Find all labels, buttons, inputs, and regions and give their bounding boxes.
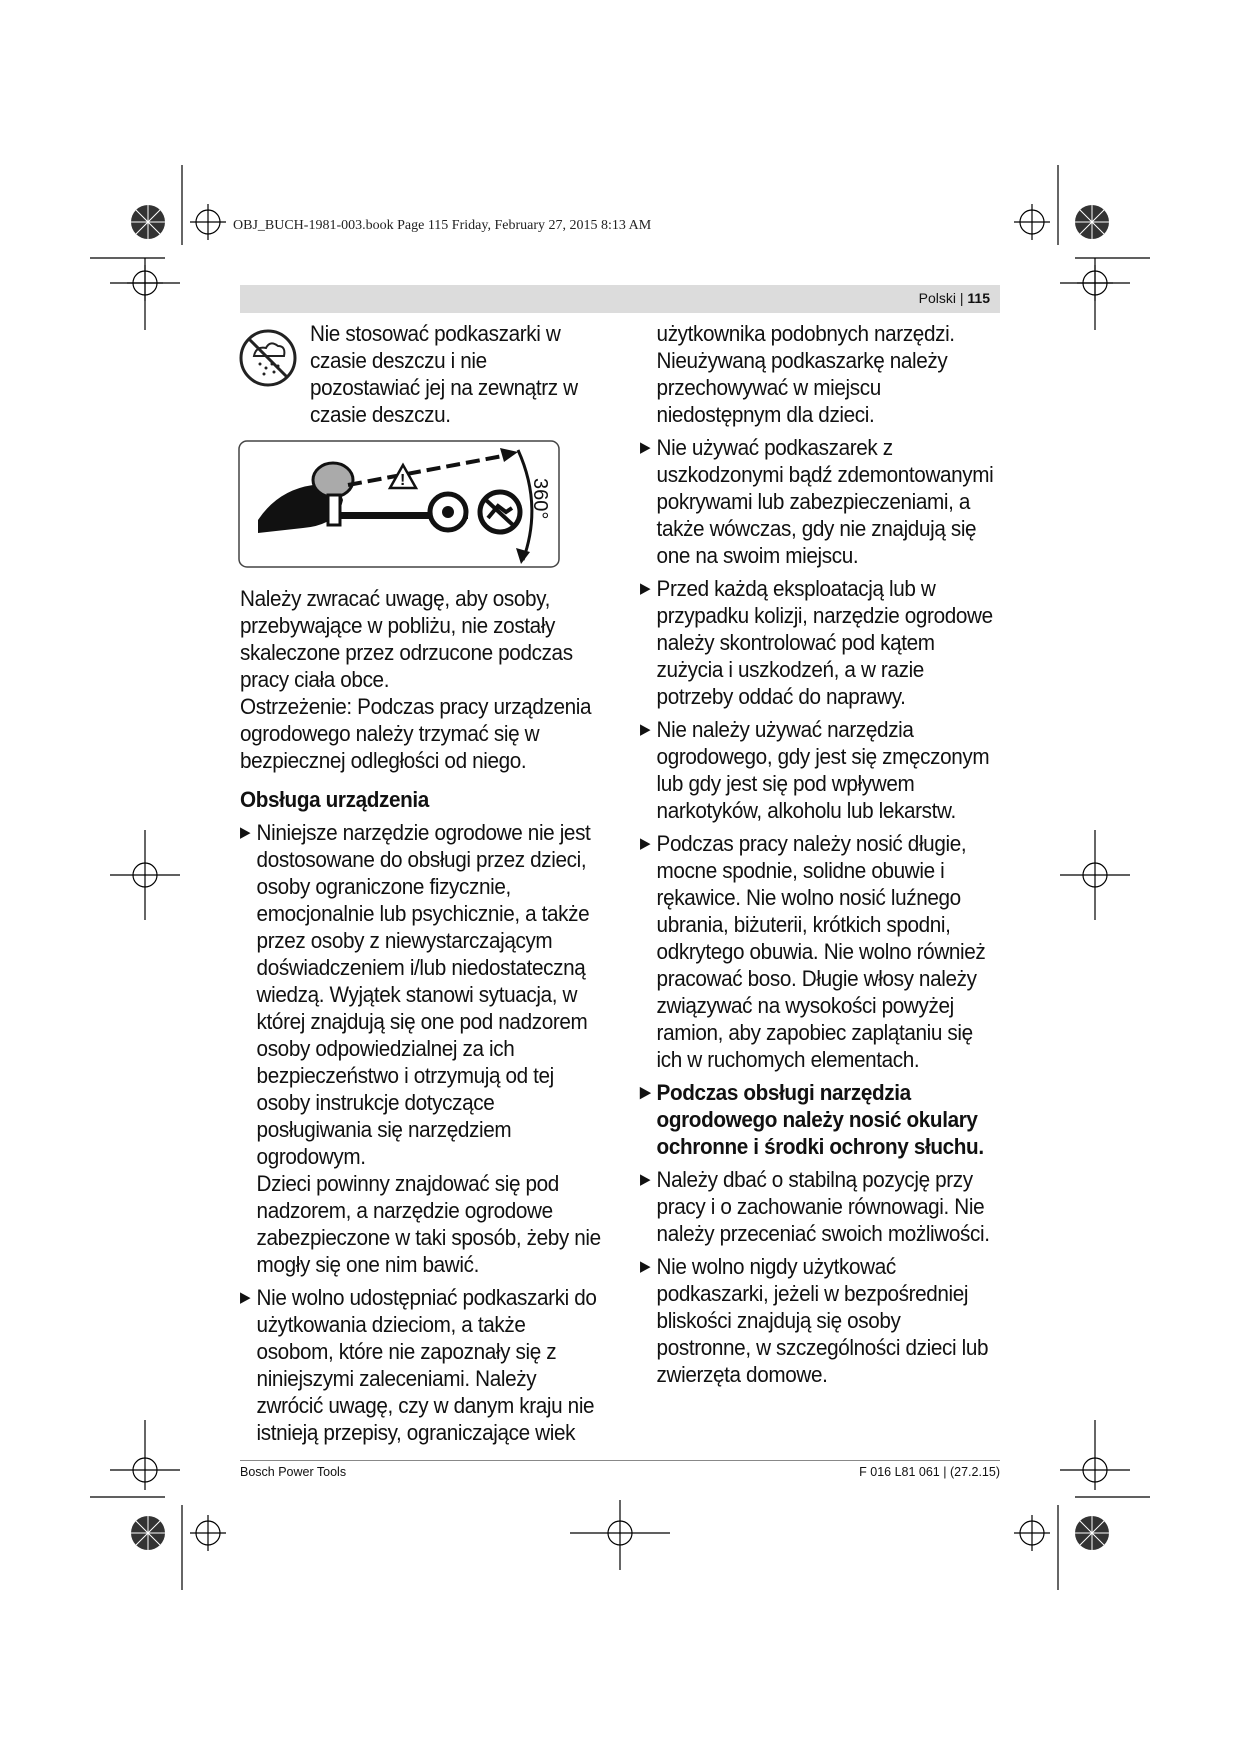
safety-distance-figure	[238, 440, 560, 568]
bullet-triangle-icon: ▶	[640, 439, 651, 456]
item-text: Podczas pracy należy nosić długie, mocne spodnie, solidne obuwie i rękawice. Nie wolno nosić luźnego ubrania, biżuterii, krótkich spodni, odkrytego obuwia. Nie wolno również pracować boso. Długie włosy należy związywać na wysokości powyżej ramion, aby zapobiec zaplątaniu się ich w ruchomych elementach.	[656, 831, 986, 1072]
list-item	[640, 716, 999, 824]
bullet-triangle-icon: ▶	[640, 580, 651, 597]
page-number: 115	[967, 290, 990, 306]
item-text: Przed każdą eksploatacją lub w przypadku kolizji, narzędzie ogrodowe należy skontrolować pod kątem zużycia i uszkodzeń, a w razie potrzeby oddać do naprawy.	[656, 576, 993, 709]
item-text: Nie wolno nigdy użytkować podkaszarki, jeżeli w bezpośredniej bliskości znajdują się osoby postronne, w szczególności dzieci lub zwierzęta domowe.	[656, 1254, 989, 1387]
list-item-bold	[640, 1079, 999, 1160]
svg-text:!: !	[400, 472, 406, 489]
header-language: Polski	[918, 290, 956, 306]
left-column	[240, 585, 603, 1446]
list-item	[640, 575, 999, 710]
list-item	[640, 1253, 999, 1388]
header-bar	[240, 285, 1000, 313]
list-item	[240, 819, 603, 1278]
rain-warning-block	[310, 320, 586, 428]
item-text: Nie wolno udostępniać podkaszarki do użytkowania dzieciom, a także osobom, które nie zapoznały się z niniejszymi zaleceniami. Należy zwrócić uwagę, czy w danym kraju nie istnieją przepisy, ograniczające wiek	[256, 1285, 597, 1445]
footer-left: Bosch Power Tools	[240, 1465, 347, 1479]
bullet-triangle-icon: ▶	[640, 721, 651, 738]
bullet-triangle-icon: ▶	[640, 1258, 651, 1275]
para-bystanders: Należy zwracać uwagę, aby osoby, przebywające w pobliżu, nie zostały skaleczone przez odrzucone podczas pracy ciała obce.	[240, 586, 573, 692]
item-text-continued: Dzieci powinny znajdować się pod nadzorem, a narzędzie ogrodowe zabezpieczone w taki sposób, żeby nie mogły się one nim bawić.	[256, 1171, 601, 1277]
bullet-triangle-icon: ▶	[240, 1289, 251, 1306]
no-rain-icon	[238, 328, 298, 388]
right-column	[640, 320, 999, 1388]
item-text: Należy dbać o stabilną pozycję przy pracy i o zachowanie równowagi. Nie należy przeceniać swoich możliwości.	[656, 1167, 990, 1246]
bullet-triangle-icon: ▶	[640, 1084, 651, 1101]
list-item	[640, 830, 999, 1073]
footer-rule	[240, 1460, 1000, 1461]
page-header: Polski | 115	[918, 290, 990, 306]
bullet-triangle-icon: ▶	[640, 835, 651, 852]
bullet-triangle-icon: ▶	[640, 1171, 651, 1188]
list-item	[640, 1166, 999, 1247]
item-text: Nie używać podkaszarek z uszkodzonymi bądź zdemontowanymi pokrywami lub zabezpieczeniami, a także wówczas, gdy nie znajdują się one na swoim miejscu.	[656, 435, 994, 568]
item-text: Niniejsze narzędzie ogrodowe nie jest dostosowane do obsługi przez dzieci, osoby ograniczone fizycznie, emocjonalnie lub psychicznie, a także przez osoby z niewystarczającym doświadczeniem i/lub niedostateczną wiedzą. Wyjątek stanowi sytuacja, w której znajdują się one pod nadzorem osoby odpowiedzialnej za ich bezpieczeństwo i otrzymują od tej osoby instrukcje dotyczące posługiwania się narzędziem ogrodowym.	[256, 820, 591, 1169]
section-heading: Obsługa urządzenia	[240, 787, 429, 812]
para-warning-distance: Ostrzeżenie: Podczas pracy urządzenia ogrodowego należy trzymać się w bezpiecznej odległości od niego.	[240, 694, 592, 773]
footer-right: F 016 L81 061 | (27.2.15)	[859, 1465, 1000, 1479]
rain-warning-text: Nie stosować podkaszarki w czasie deszczu i nie pozostawiać jej na zewnątrz w czasie deszczu.	[310, 321, 578, 427]
list-item	[640, 434, 999, 569]
continued-text: użytkownika podobnych narzędzi. Nieużywaną podkaszarkę należy przechowywać w miejscu niedostępnym dla dzieci.	[656, 321, 955, 427]
bullet-triangle-icon: ▶	[240, 824, 251, 841]
book-info: OBJ_BUCH-1981-003.book Page 115 Friday, February 27, 2015 8:13 AM	[233, 218, 652, 233]
item-text: Nie należy używać narzędzia ogrodowego, gdy jest się zmęczonym lub gdy jest się pod wpływem narkotyków, alkoholu lub lekarstw.	[656, 717, 990, 823]
item-text: Podczas obsługi narzędzia ogrodowego należy nosić okulary ochronne i środki ochrony słuchu.	[656, 1080, 984, 1159]
list-item	[240, 1284, 603, 1446]
figure-label-360: 360°	[529, 478, 551, 520]
